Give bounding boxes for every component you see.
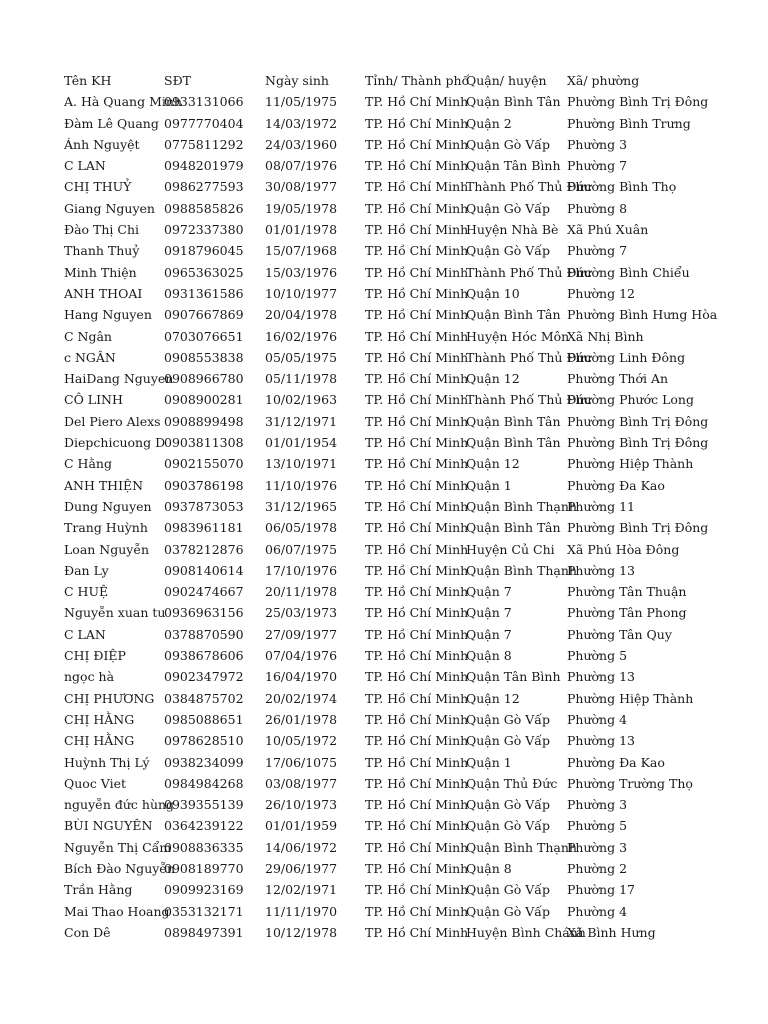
customer-name-cell: Đào Thị Chi xyxy=(64,222,140,238)
table-row xyxy=(64,602,687,623)
phone-cell: 0972337380 xyxy=(164,222,244,238)
table-row xyxy=(64,773,693,794)
province-cell: TP. Hồ Chí Minh xyxy=(365,222,469,238)
phone-cell: 0984984268 xyxy=(164,775,244,791)
birthdate-cell: 03/08/1977 xyxy=(265,775,338,791)
birthdate-cell: 24/03/1960 xyxy=(265,136,338,152)
province-cell: TP. Hồ Chí Minh xyxy=(365,754,469,770)
table-row xyxy=(64,368,668,389)
ward-cell: Phường Bình Trưng xyxy=(567,115,691,131)
ward-cell: Phường Đa Kao xyxy=(567,477,665,493)
province-cell: TP. Hồ Chí Minh xyxy=(365,924,469,940)
birthdate-cell: 29/06/1977 xyxy=(265,860,338,876)
ward-cell: Phường 4 xyxy=(567,711,628,727)
phone-cell: 0908900281 xyxy=(164,392,244,408)
ward-cell: Phường 8 xyxy=(567,200,628,216)
province-cell: TP. Hồ Chí Minh xyxy=(365,498,469,514)
customer-name-cell: CHỊ THUỶ xyxy=(64,179,132,195)
phone-cell: 0775811292 xyxy=(164,136,244,152)
table-row xyxy=(64,240,668,261)
district-cell: Quận Gò Vấp xyxy=(466,903,550,919)
birthdate-cell: 20/04/1978 xyxy=(265,307,338,323)
district-cell: Quận 7 xyxy=(466,584,512,600)
ward-cell: Phường 7 xyxy=(567,158,628,174)
phone-cell: 0908553838 xyxy=(164,349,244,365)
table-row xyxy=(64,347,686,368)
customer-name-cell: Giang Nguyen xyxy=(64,200,155,216)
birthdate-cell: 20/11/1978 xyxy=(265,584,338,600)
ward-cell: Phường Tân Thuận xyxy=(567,584,687,600)
birthdate-cell: 14/06/1972 xyxy=(265,839,338,855)
phone-cell: 0986277593 xyxy=(164,179,244,195)
province-cell: TP. Hồ Chí Minh xyxy=(365,690,469,706)
phone-cell: 0378212876 xyxy=(164,541,244,557)
customer-name-cell: Loan Nguyễn xyxy=(64,541,150,557)
customer-name-cell: Bích Đào Nguyễn xyxy=(64,860,176,876)
province-cell: TP. Hồ Chí Minh xyxy=(365,839,469,855)
ward-cell: Phường Đa Kao xyxy=(567,754,665,770)
ward-cell: Phường 11 xyxy=(567,498,635,514)
phone-cell: 0903786198 xyxy=(164,477,244,493)
customer-name-cell: A. Hà Quang Minh xyxy=(64,94,182,110)
ward-cell: Phường 12 xyxy=(567,285,635,301)
customer-name-cell: nguyễn đức hùng xyxy=(64,797,175,813)
province-cell: TP. Hồ Chí Minh xyxy=(365,264,469,280)
birthdate-cell: 11/11/1970 xyxy=(265,903,338,919)
birthdate-cell: 31/12/1965 xyxy=(265,498,338,514)
district-cell: Quận Gò Vấp xyxy=(466,882,550,898)
ward-cell: Phường 3 xyxy=(567,839,628,855)
district-cell: Quận 7 xyxy=(466,626,512,642)
customer-name-cell: Dung Nguyen xyxy=(64,498,152,514)
province-cell: TP. Hồ Chí Minh xyxy=(365,648,469,664)
table-row xyxy=(64,198,668,219)
table-row xyxy=(64,560,668,581)
district-cell: Quận Thủ Đức xyxy=(466,775,558,791)
phone-cell: 0902347972 xyxy=(164,669,244,685)
phone-cell: 0988585826 xyxy=(164,200,244,216)
phone-cell: 0933131066 xyxy=(164,94,244,110)
phone-cell: 0936963156 xyxy=(164,605,244,621)
ward-cell: Phường 17 xyxy=(567,882,635,898)
ward-cell: Phường Bình Chiểu xyxy=(567,264,690,280)
table-row xyxy=(64,858,668,879)
ward-cell: Phường Hiệp Thành xyxy=(567,690,694,706)
customer-name-cell: ANH THIỆN xyxy=(64,477,144,493)
table-row xyxy=(64,453,694,474)
birthdate-cell: 17/10/1976 xyxy=(265,562,338,578)
table-row xyxy=(64,688,694,709)
province-cell: TP. Hồ Chí Minh xyxy=(365,584,469,600)
phone-cell: 0908966780 xyxy=(164,371,244,387)
district-cell: Quận Gò Vấp xyxy=(466,200,550,216)
birthdate-cell: 05/05/1975 xyxy=(265,349,338,365)
phone-cell: 0985088651 xyxy=(164,711,244,727)
district-cell: Huyện Bình Chánh xyxy=(466,924,586,940)
district-cell: Quận Tân Bình xyxy=(466,158,561,174)
birthdate-cell: 26/01/1978 xyxy=(265,711,338,727)
birthdate-cell: 26/10/1973 xyxy=(265,797,338,813)
customer-name-cell: CHỊ PHƯƠNG xyxy=(64,690,155,706)
ward-cell: Phường 3 xyxy=(567,797,628,813)
ward-cell: Phường Phước Long xyxy=(567,392,694,408)
province-cell: TP. Hồ Chí Minh xyxy=(365,349,469,365)
table-row xyxy=(64,91,709,112)
customer-name-cell: C LAN xyxy=(64,626,106,642)
birthdate-cell: 17/06/1075 xyxy=(265,754,338,770)
ward-cell: Phường Tân Phong xyxy=(567,605,687,621)
province-cell: TP. Hồ Chí Minh xyxy=(365,94,469,110)
district-cell: Huyện Củ Chi xyxy=(466,541,555,557)
phone-cell: 0908899498 xyxy=(164,413,244,429)
province-cell: TP. Hồ Chí Minh xyxy=(365,860,469,876)
customer-name-cell: Minh Thiện xyxy=(64,264,137,280)
phone-cell: 0938234099 xyxy=(164,754,244,770)
province-cell: TP. Hồ Chí Minh xyxy=(365,307,469,323)
district-cell: Quận Bình Tân xyxy=(466,413,561,429)
district-cell: Quận 2 xyxy=(466,115,512,131)
district-cell: Thành Phố Thủ Đức xyxy=(466,179,592,195)
customer-name-cell: Con Dê xyxy=(64,924,111,940)
table-row xyxy=(64,517,709,538)
phone-cell: 0384875702 xyxy=(164,690,244,706)
ward-cell: Phường 2 xyxy=(567,860,628,876)
phone-cell: 0907667869 xyxy=(164,307,244,323)
province-cell: TP. Hồ Chí Minh xyxy=(365,818,469,834)
table-row xyxy=(64,283,668,304)
phone-cell: 0903811308 xyxy=(164,435,244,451)
province-cell: TP. Hồ Chí Minh xyxy=(365,371,469,387)
table-row xyxy=(64,411,709,432)
ward-cell: Phường Bình Hưng Hòa xyxy=(567,307,718,323)
province-cell: TP. Hồ Chí Minh xyxy=(365,158,469,174)
customer-table xyxy=(64,70,718,943)
district-cell: Quận Bình Tân xyxy=(466,435,561,451)
province-cell: TP. Hồ Chí Minh xyxy=(365,328,469,344)
customer-name-cell: Nguyễn xuan tu xyxy=(64,605,166,621)
phone-cell: 0703076651 xyxy=(164,328,244,344)
district-cell: Huyện Hóc Môn xyxy=(466,328,570,344)
ward-cell: Phường 5 xyxy=(567,648,628,664)
customer-name-cell: C Hằng xyxy=(64,456,112,472)
customer-name-cell: c NGÂN xyxy=(64,349,116,365)
table-row xyxy=(64,709,668,730)
ward-cell: Phường Bình Thọ xyxy=(567,179,677,195)
table-row xyxy=(64,901,668,922)
province-cell: TP. Hồ Chí Minh xyxy=(365,285,469,301)
district-cell: Thành Phố Thủ Đức xyxy=(466,264,592,280)
customer-name-cell: Huỳnh Thị Lý xyxy=(64,754,150,770)
customer-name-cell: C LAN xyxy=(64,158,106,174)
district-cell: Quận 1 xyxy=(466,477,512,493)
birthdate-cell: 11/05/1975 xyxy=(265,94,338,110)
table-row xyxy=(64,645,668,666)
district-cell: Thành Phố Thủ Đức xyxy=(466,392,592,408)
birthdate-cell: 10/10/1977 xyxy=(265,285,338,301)
birthdate-cell: 07/04/1976 xyxy=(265,648,338,664)
birthdate-cell: 27/09/1977 xyxy=(265,626,338,642)
header-customer-name: Tên KH xyxy=(64,73,112,88)
district-cell: Quận 12 xyxy=(466,690,520,706)
phone-cell: 0977770404 xyxy=(164,115,244,131)
customer-name-cell: CHỊ HẰNG xyxy=(64,711,135,727)
ward-cell: Phường Bình Trị Đông xyxy=(567,94,709,110)
phone-cell: 0902155070 xyxy=(164,456,244,472)
birthdate-cell: 31/12/1971 xyxy=(265,413,338,429)
phone-cell: 0908836335 xyxy=(164,839,244,855)
customer-name-cell: CÔ LINH xyxy=(64,392,123,408)
birthdate-cell: 19/05/1978 xyxy=(265,200,338,216)
header-province: Tỉnh/ Thành phố xyxy=(365,73,470,88)
district-cell: Quận Bình Thạnh xyxy=(466,839,577,855)
ward-cell: Phường Hiệp Thành xyxy=(567,456,694,472)
phone-cell: 0378870590 xyxy=(164,626,244,642)
district-cell: Quận Bình Tân xyxy=(466,520,561,536)
table-row xyxy=(64,815,668,836)
phone-cell: 0364239122 xyxy=(164,818,244,834)
header-phone: SĐT xyxy=(164,73,191,88)
ward-cell: Phường Bình Trị Đông xyxy=(567,413,709,429)
ward-cell: Phường Bình Trị Đông xyxy=(567,520,709,536)
district-cell: Quận Gò Vấp xyxy=(466,797,550,813)
province-cell: TP. Hồ Chí Minh xyxy=(365,541,469,557)
ward-cell: Phường 3 xyxy=(567,136,628,152)
table-row xyxy=(64,730,668,751)
customer-name-cell: CHỊ HẰNG xyxy=(64,733,135,749)
birthdate-cell: 06/05/1978 xyxy=(265,520,338,536)
district-cell: Quận Bình Thạnh xyxy=(466,562,577,578)
phone-cell: 0965363025 xyxy=(164,264,244,280)
province-cell: TP. Hồ Chí Minh xyxy=(365,520,469,536)
district-cell: Quận Gò Vấp xyxy=(466,711,550,727)
ward-cell: Xã Phú Xuân xyxy=(567,222,649,238)
birthdate-cell: 01/01/1978 xyxy=(265,222,338,238)
table-body xyxy=(64,91,718,943)
customer-name-cell: Mai Thao Hoang xyxy=(64,903,170,919)
ward-cell: Phường Thới An xyxy=(567,371,669,387)
ward-cell: Phường 13 xyxy=(567,733,635,749)
table-row xyxy=(64,666,668,687)
customer-name-cell: CHỊ ĐIỆP xyxy=(64,648,126,664)
birthdate-cell: 05/11/1978 xyxy=(265,371,338,387)
table-row xyxy=(64,837,668,858)
customer-name-cell: Thanh Thuỷ xyxy=(64,243,140,259)
district-cell: Quận 12 xyxy=(466,371,520,387)
birthdate-cell: 13/10/1971 xyxy=(265,456,338,472)
customer-name-cell: Trần Hằng xyxy=(64,882,133,898)
phone-cell: 0937873053 xyxy=(164,498,244,514)
province-cell: TP. Hồ Chí Minh xyxy=(365,562,469,578)
customer-name-cell: ngọc hà xyxy=(64,669,115,685)
table-row xyxy=(64,752,668,773)
table-row xyxy=(64,176,677,197)
birthdate-cell: 10/12/1978 xyxy=(265,924,338,940)
province-cell: TP. Hồ Chí Minh xyxy=(365,882,469,898)
district-cell: Quận Bình Tân xyxy=(466,94,561,110)
birthdate-cell: 01/01/1959 xyxy=(265,818,338,834)
province-cell: TP. Hồ Chí Minh xyxy=(365,797,469,813)
ward-cell: Phường Trường Thọ xyxy=(567,775,693,791)
table-row xyxy=(64,624,672,645)
ward-cell: Phường Tân Quy xyxy=(567,626,672,642)
phone-cell: 0918796045 xyxy=(164,243,244,259)
district-cell: Quận Tân Bình xyxy=(466,669,561,685)
table-row xyxy=(64,794,668,815)
table-row xyxy=(64,134,668,155)
table-row xyxy=(64,496,668,517)
ward-cell: Phường 5 xyxy=(567,818,628,834)
province-cell: TP. Hồ Chí Minh xyxy=(365,669,469,685)
district-cell: Quận 7 xyxy=(466,605,512,621)
table-header-row xyxy=(64,70,668,91)
phone-cell: 0902474667 xyxy=(164,584,244,600)
birthdate-cell: 11/10/1976 xyxy=(265,477,338,493)
table-row xyxy=(64,475,668,496)
province-cell: TP. Hồ Chí Minh xyxy=(365,179,469,195)
birthdate-cell: 14/03/1972 xyxy=(265,115,338,131)
province-cell: TP. Hồ Chí Minh xyxy=(365,903,469,919)
phone-cell: 0353132171 xyxy=(164,903,244,919)
table-row xyxy=(64,155,668,176)
table-row xyxy=(64,326,668,347)
district-cell: Quận 1 xyxy=(466,754,512,770)
customer-name-cell: Del Piero Alexs xyxy=(64,413,161,429)
province-cell: TP. Hồ Chí Minh xyxy=(365,243,469,259)
ward-cell: Xã Phú Hòa Đông xyxy=(567,541,680,557)
customer-name-cell: Diepchicuong D xyxy=(64,435,166,451)
district-cell: Quận Gò Vấp xyxy=(466,733,550,749)
district-cell: Quận Gò Vấp xyxy=(466,818,550,834)
birthdate-cell: 16/04/1970 xyxy=(265,669,338,685)
province-cell: TP. Hồ Chí Minh xyxy=(365,200,469,216)
province-cell: TP. Hồ Chí Minh xyxy=(365,456,469,472)
province-cell: TP. Hồ Chí Minh xyxy=(365,477,469,493)
phone-cell: 0908140614 xyxy=(164,562,244,578)
table-row xyxy=(64,262,690,283)
customer-name-cell: Đàm Lê Quang xyxy=(64,115,159,131)
table-row xyxy=(64,879,668,900)
district-cell: Huyện Nhà Bè xyxy=(466,222,559,238)
ward-cell: Phường Bình Trị Đông xyxy=(567,435,709,451)
table-row xyxy=(64,304,718,325)
birthdate-cell: 20/02/1974 xyxy=(265,690,338,706)
customer-name-cell: C Ngân xyxy=(64,328,112,344)
table-row xyxy=(64,113,691,134)
province-cell: TP. Hồ Chí Minh xyxy=(365,775,469,791)
province-cell: TP. Hồ Chí Minh xyxy=(365,392,469,408)
ward-cell: Xã Bình Hưng xyxy=(567,924,656,940)
birthdate-cell: 01/01/1954 xyxy=(265,435,338,451)
district-cell: Quận 8 xyxy=(466,648,512,664)
phone-cell: 0909923169 xyxy=(164,882,244,898)
province-cell: TP. Hồ Chí Minh xyxy=(365,605,469,621)
birthdate-cell: 15/07/1968 xyxy=(265,243,338,259)
customer-name-cell: HaiDang Nguyen xyxy=(64,371,174,387)
header-birthdate: Ngày sinh xyxy=(265,73,329,88)
district-cell: Quận Bình Thạnh xyxy=(466,498,577,514)
header-district: Quận/ huyện xyxy=(466,73,547,88)
birthdate-cell: 06/07/1975 xyxy=(265,541,338,557)
province-cell: TP. Hồ Chí Minh xyxy=(365,413,469,429)
birthdate-cell: 08/07/1976 xyxy=(265,158,338,174)
province-cell: TP. Hồ Chí Minh xyxy=(365,136,469,152)
header-ward: Xã/ phường xyxy=(567,73,640,88)
ward-cell: Xã Nhị Bình xyxy=(567,328,644,344)
ward-cell: Phường 13 xyxy=(567,562,635,578)
phone-cell: 0983961181 xyxy=(164,520,244,536)
province-cell: TP. Hồ Chí Minh xyxy=(365,435,469,451)
table-row xyxy=(64,432,709,453)
customer-name-cell: Ánh Nguyệt xyxy=(64,136,140,152)
phone-cell: 0948201979 xyxy=(164,158,244,174)
customer-name-cell: ANH THOAI xyxy=(64,285,143,301)
province-cell: TP. Hồ Chí Minh xyxy=(365,626,469,642)
birthdate-cell: 10/02/1963 xyxy=(265,392,338,408)
province-cell: TP. Hồ Chí Minh xyxy=(365,733,469,749)
table-row xyxy=(64,581,687,602)
table-row xyxy=(64,219,668,240)
district-cell: Quận 8 xyxy=(466,860,512,876)
phone-cell: 0931361586 xyxy=(164,285,244,301)
birthdate-cell: 15/03/1976 xyxy=(265,264,338,280)
ward-cell: Phường 7 xyxy=(567,243,628,259)
birthdate-cell: 10/05/1972 xyxy=(265,733,338,749)
phone-cell: 0939355139 xyxy=(164,797,244,813)
customer-name-cell: BÙI NGUYÊN xyxy=(64,818,153,834)
district-cell: Quận Gò Vấp xyxy=(466,136,550,152)
district-cell: Thành Phố Thủ Đức xyxy=(466,349,592,365)
customer-name-cell: Hang Nguyen xyxy=(64,307,152,323)
customer-name-cell: Nguyễn Thị Cẩm xyxy=(64,839,172,855)
customer-name-cell: Trang Huỳnh xyxy=(64,520,148,536)
birthdate-cell: 16/02/1976 xyxy=(265,328,338,344)
phone-cell: 0938678606 xyxy=(164,648,244,664)
district-cell: Quận 12 xyxy=(466,456,520,472)
ward-cell: Phường 4 xyxy=(567,903,628,919)
customer-name-cell: Đan Ly xyxy=(64,562,109,578)
ward-cell: Phường Linh Đông xyxy=(567,349,686,365)
birthdate-cell: 30/08/1977 xyxy=(265,179,338,195)
birthdate-cell: 12/02/1971 xyxy=(265,882,338,898)
province-cell: TP. Hồ Chí Minh xyxy=(365,711,469,727)
district-cell: Quận Bình Tân xyxy=(466,307,561,323)
customer-name-cell: C HUỆ xyxy=(64,584,109,600)
birthdate-cell: 25/03/1973 xyxy=(265,605,338,621)
phone-cell: 0908189770 xyxy=(164,860,244,876)
district-cell: Quận Gò Vấp xyxy=(466,243,550,259)
district-cell: Quận 10 xyxy=(466,285,520,301)
province-cell: TP. Hồ Chí Minh xyxy=(365,115,469,131)
table-row xyxy=(64,389,694,410)
table-row xyxy=(64,539,680,560)
phone-cell: 0898497391 xyxy=(164,924,244,940)
customer-name-cell: Quoc Viet xyxy=(64,775,127,791)
phone-cell: 0978628510 xyxy=(164,733,244,749)
table-row xyxy=(64,922,668,943)
ward-cell: Phường 13 xyxy=(567,669,635,685)
